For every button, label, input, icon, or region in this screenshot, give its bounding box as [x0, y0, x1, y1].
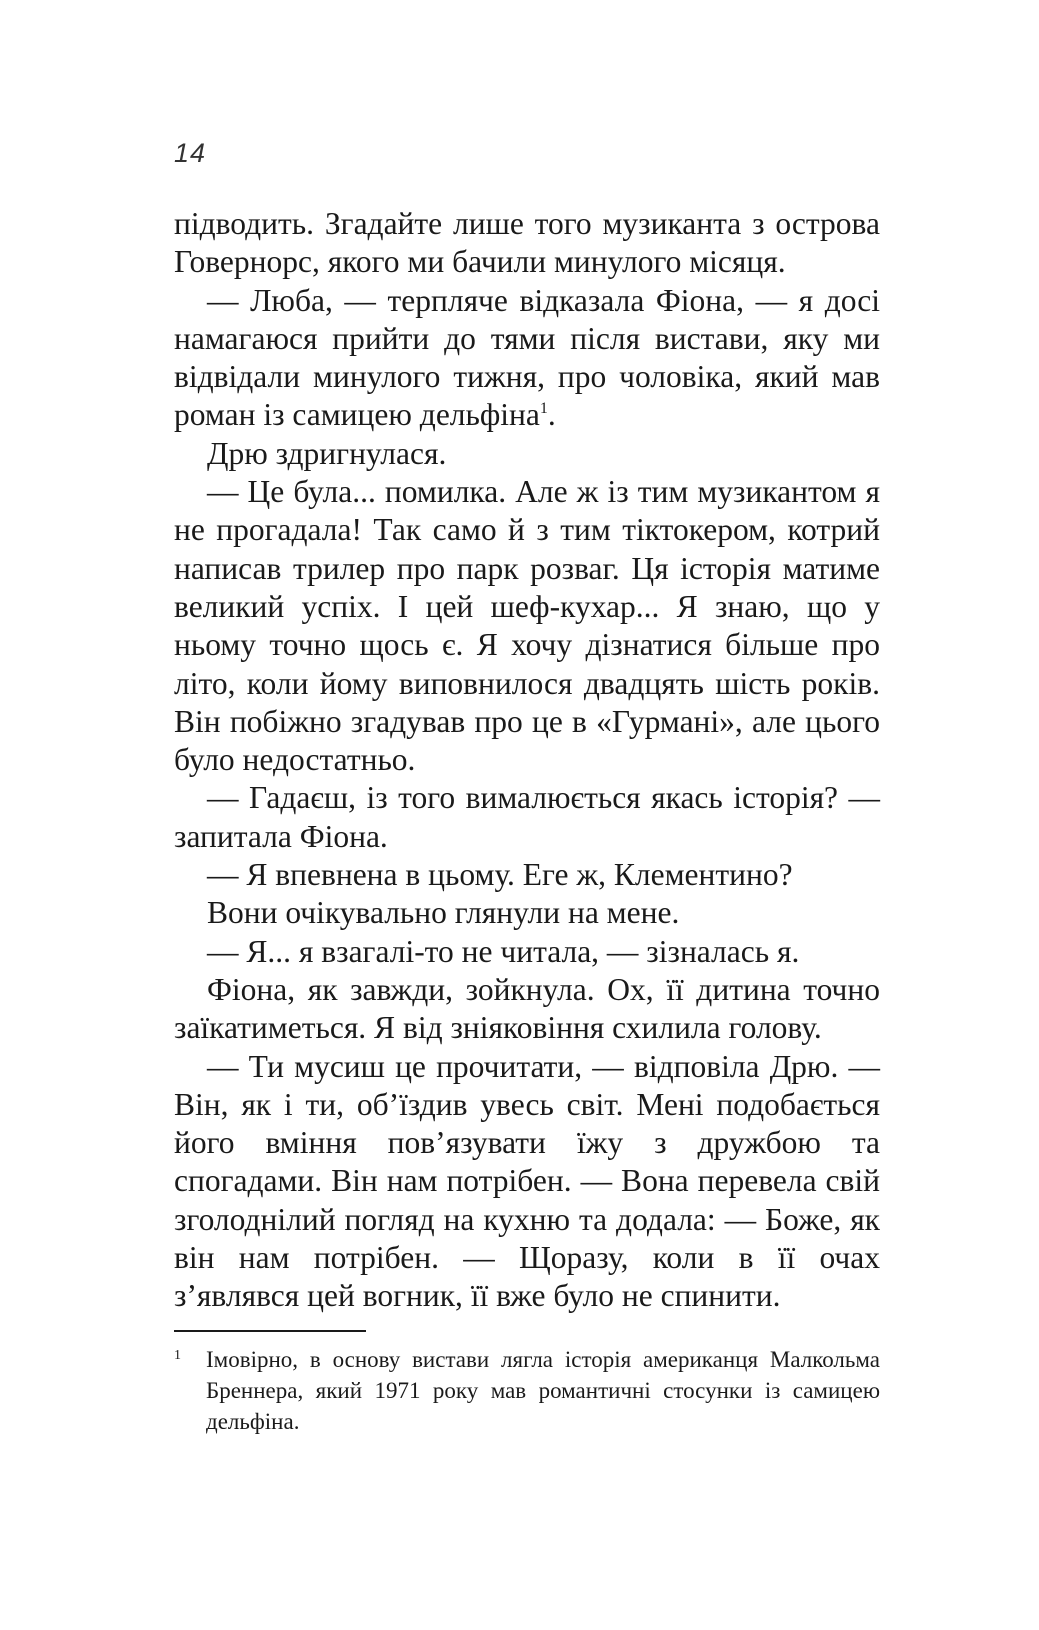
page-number: 14 — [174, 138, 207, 168]
paragraph-10: — Ти мусиш це прочитати, — відповіла Дрю. — Він, як і ти, об’їздив увесь світ. Мені подобається його вміння пов’язувати їжу з дружбою та спогадами. Він нам потрібен. — Вона перевела свій зголоднілий погляд на кухню та додала: — Боже, як він нам потрібен. — Щоразу, коли в її очах з’являвся цей вогник, її вже було не спинити. — [174, 1048, 880, 1314]
paragraph-2-tail: . — [547, 397, 556, 433]
paragraph-2 — [174, 282, 880, 435]
footnote-divider — [174, 1330, 366, 1332]
paragraph-4: — Це була... помилка. Але ж із тим музикантом я не прогадала! Так само й з тим тіктокером, котрий написав трилер про парк розваг. Ця історія матиме великий успіх. І цей шеф-кухар... Я знаю, що у ньому точно щось є. Я хочу дізнатися більше про літо, коли йому виповнилося двадцять шість років. Він побіжно згадував про це в «Гурмані», але цього було недостатньо. — [174, 474, 880, 778]
footnote-number: 1 — [174, 1348, 181, 1363]
footnote-text: Імовірно, в основу вистави лягла історія американця Малкольма Бреннера, який 1971 року мав романтичні стосунки із самицею дельфіна. — [206, 1347, 880, 1434]
footnote — [174, 1344, 880, 1437]
body-text — [174, 205, 880, 1316]
paragraph-7: Вони очікувально глянули на мене. — [207, 895, 680, 931]
footnote-reference[interactable]: 1 — [539, 400, 548, 418]
paragraph-6: — Я впевнена в цьому. Еге ж, Клементино? — [207, 857, 793, 893]
paragraph-1: підводить. Згадайте лише того музиканта з острова Говернорс, якого ми бачили минулого місяця. — [174, 206, 880, 280]
paragraph-9: Фіона, як завжди, зойкнула. Ох, її дитина точно заїкатиметься. Я від зніяковіння схилила голову. — [174, 971, 880, 1046]
paragraph-3: Дрю здригнулася. — [207, 435, 447, 471]
paragraph-2-text: — Люба, — терпляче відказала Фіона, — я досі намагаюся прийти до тями після вистави, яку ми відвідали минулого тижня, про чоловіка, який мав роман із самицею дельфіна — [174, 282, 880, 433]
paragraph-8: — Я... я взагалі-то не читала, — зізналась я. — [207, 933, 800, 969]
paragraph-5: — Гадаєш, із того вималюється якась історія? — запитала Фіона. — [174, 780, 880, 854]
